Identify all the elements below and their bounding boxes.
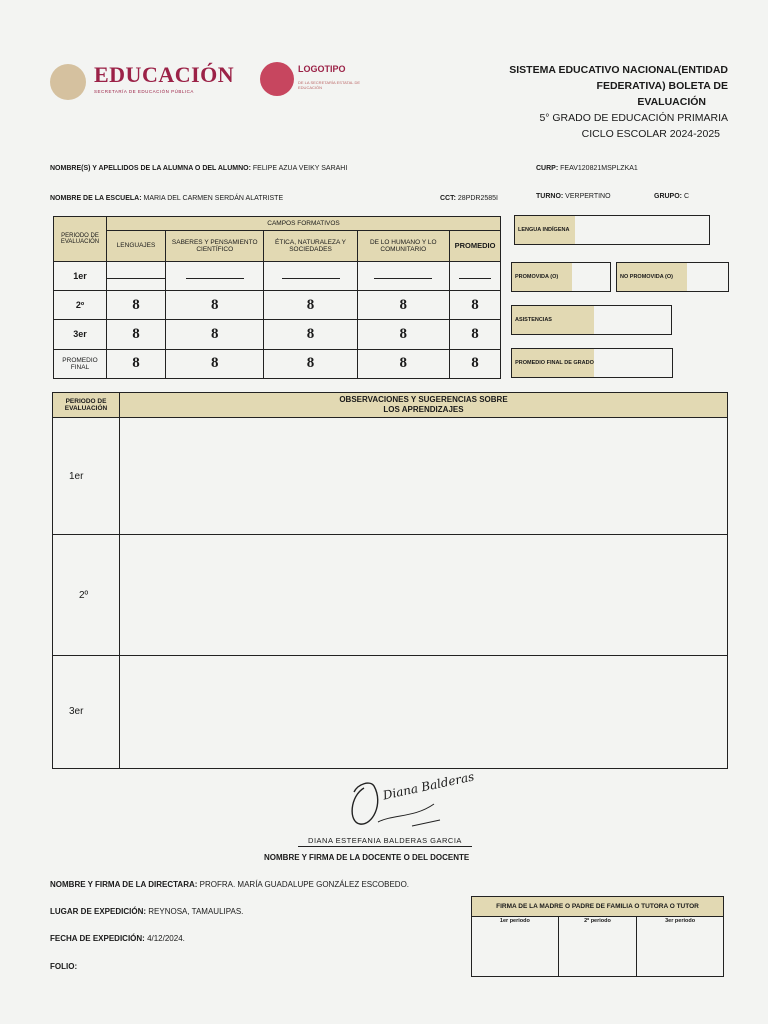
grade-cell: 8 — [450, 320, 501, 349]
student-name-value: FELIPE AZUA VEIKY SARAHI — [252, 165, 348, 172]
teacher-caption: NOMBRE Y FIRMA DE LA DOCENTE O DEL DOCENTE — [264, 853, 470, 862]
col-promedio: PROMEDIO — [450, 231, 501, 261]
grade-cell: 8 — [264, 349, 357, 378]
parent-signature-table — [471, 896, 724, 977]
logo-label: LOGOTIPO — [298, 64, 346, 74]
title-line-5: CICLO ESCOLAR 2024-2025 — [581, 128, 720, 140]
grade-cell: 8 — [264, 320, 357, 349]
observations-table — [52, 392, 728, 769]
grade-cell — [459, 270, 491, 279]
period-label: PROMEDIO FINAL — [54, 349, 107, 378]
logo-placeholder-icon — [260, 62, 294, 96]
folio-label: FOLIO: — [50, 962, 78, 971]
asistencias-label: ASISTENCIAS — [512, 306, 594, 334]
parent-sign-period-2[interactable]: 2º periodo — [558, 917, 636, 977]
promovida-box — [511, 262, 611, 292]
obs-period-label: 1er — [53, 418, 120, 535]
grade-cell-blank — [107, 261, 166, 290]
turno-row — [536, 193, 611, 200]
obs-period-label: 3er — [53, 655, 120, 768]
obs-header — [120, 393, 728, 418]
school-label: NOMBRE DE LA ESCUELA: — [50, 195, 142, 202]
obs-period-header: PERIODO DE EVALUACIÓN — [53, 393, 120, 418]
grade-cell: 8 — [166, 320, 264, 349]
promedio-final-label: PROMEDIO FINAL DE GRADO — [512, 349, 594, 377]
obs-row-2 — [53, 535, 728, 655]
parent-sign-period-1[interactable]: 1er periodo — [472, 917, 559, 977]
obs-header-line-2: LOS APRENDIZAJES — [383, 405, 464, 415]
logo-subtitle: DE LA SECRETARÍA ESTATAL DE EDUCACIÓN — [298, 80, 361, 90]
grade-cell-blank — [357, 261, 449, 290]
grupo-label: GRUPO: — [654, 193, 682, 200]
grade-cell — [374, 270, 432, 279]
grade-row-final — [54, 349, 501, 378]
col-etica: ÉTICA, NATURALEZA Y SOCIEDADES — [264, 231, 357, 261]
grade-cell — [107, 270, 165, 279]
cct-value: 28PDR2585I — [457, 195, 498, 202]
cct-label: CCT: — [440, 195, 456, 202]
parent-sign-period-3[interactable]: 3er periodo — [637, 917, 724, 977]
obs-row-1 — [53, 418, 728, 535]
grade-cell: 8 — [357, 349, 449, 378]
grade-cell — [186, 270, 244, 279]
grade-cell: 8 — [166, 290, 264, 319]
title-line-3: EVALUACIÓN — [637, 96, 706, 108]
teacher-name: DIANA ESTEFANIA BALDERAS GARCIA — [298, 836, 472, 847]
directora-label: NOMBRE Y FIRMA DE LA DIRECTARA: — [50, 880, 198, 889]
school-value: MARIA DEL CARMEN SERDÁN ALATRISTE — [143, 195, 284, 202]
obs-text-area[interactable] — [120, 535, 728, 655]
no-promovida-label: NO PROMOVIDA (O) — [617, 263, 687, 291]
title-line-4: 5° GRADO DE EDUCACIÓN PRIMARIA — [539, 112, 728, 124]
government-seal-icon — [50, 64, 86, 100]
period-label: 1er — [54, 261, 107, 290]
grade-cell-blank — [264, 261, 357, 290]
student-name-row — [50, 165, 347, 172]
grade-cell: 8 — [107, 349, 166, 378]
lengua-indigena-box — [514, 215, 710, 245]
grade-row-2 — [54, 290, 501, 319]
school-row — [50, 195, 283, 202]
col-saberes: SABERES Y PENSAMIENTO CIENTÍFICO — [166, 231, 264, 261]
obs-text-area[interactable] — [120, 655, 728, 768]
promedio-final-box — [511, 348, 673, 378]
obs-text-area[interactable] — [120, 418, 728, 535]
grade-cell — [282, 270, 340, 279]
grade-cell: 8 — [450, 290, 501, 319]
lugar-row — [50, 907, 243, 916]
document-title — [488, 62, 728, 142]
promovida-label: PROMOVIDA (O) — [512, 263, 572, 291]
grade-row-1 — [54, 261, 501, 290]
turno-label: TURNO: — [536, 193, 564, 200]
grade-cell-blank — [166, 261, 264, 290]
title-line-2: FEDERATIVA) BOLETA DE — [596, 80, 728, 92]
parent-signature-title: FIRMA DE LA MADRE O PADRE DE FAMILIA O TUTORA O TUTOR — [472, 897, 724, 917]
fecha-value: 4/12/2024. — [147, 934, 185, 943]
grade-cell: 8 — [264, 290, 357, 319]
lugar-value: REYNOSA, TAMAULIPAS. — [148, 907, 244, 916]
col-lenguajes: LENGUAJES — [107, 231, 166, 261]
brand-subtitle: SECRETARÍA DE EDUCACIÓN PÚBLICA — [94, 89, 194, 94]
grade-cell-blank — [450, 261, 501, 290]
turno-value: VERPERTINO — [565, 193, 611, 200]
col-humano: DE LO HUMANO Y LO COMUNITARIO — [357, 231, 449, 261]
grupo-row — [654, 193, 689, 200]
grade-cell: 8 — [166, 349, 264, 378]
curp-row — [536, 165, 638, 172]
grade-cell: 8 — [107, 290, 166, 319]
signature-cursive: Diana Balderas — [381, 769, 476, 803]
grade-cell: 8 — [357, 320, 449, 349]
student-name-label: NOMBRE(S) Y APELLIDOS DE LA ALUMNA O DEL ALUMNO: — [50, 165, 251, 172]
grade-cell: 8 — [450, 349, 501, 378]
fecha-label: FECHA DE EXPEDICIÓN: — [50, 934, 145, 943]
grade-cell: 8 — [107, 320, 166, 349]
period-label: 3er — [54, 320, 107, 349]
lugar-label: LUGAR DE EXPEDICIÓN: — [50, 907, 147, 916]
no-promovida-box — [616, 262, 729, 292]
period-label: 2º — [54, 290, 107, 319]
period-header: PERIODO DE EVALUACIÓN — [54, 217, 107, 262]
obs-header-line-1: OBSERVACIONES Y SUGERENCIAS SOBRE — [339, 395, 508, 405]
directora-row — [50, 880, 409, 889]
curp-label: CURP: — [536, 165, 559, 172]
campos-header: CAMPOS FORMATIVOS — [107, 217, 501, 231]
grades-table — [53, 216, 501, 379]
curp-value: FEAV120821MSPLZKA1 — [560, 165, 638, 172]
obs-row-3 — [53, 655, 728, 768]
title-line-1: SISTEMA EDUCATIVO NACIONAL(ENTIDAD — [509, 64, 728, 76]
lengua-indigena-label: LENGUA INDÍGENA — [515, 216, 575, 244]
obs-period-label: 2º — [53, 535, 120, 655]
cct-row — [440, 195, 498, 202]
grade-cell: 8 — [357, 290, 449, 319]
grade-row-3 — [54, 320, 501, 349]
grupo-value: C — [683, 193, 690, 200]
directora-value: PROFRA. MARÍA GUADALUPE GONZÁLEZ ESCOBEDO. — [199, 880, 410, 889]
fecha-row — [50, 934, 185, 943]
brand-title: EDUCACIÓN — [94, 62, 235, 87]
asistencias-box — [511, 305, 672, 335]
